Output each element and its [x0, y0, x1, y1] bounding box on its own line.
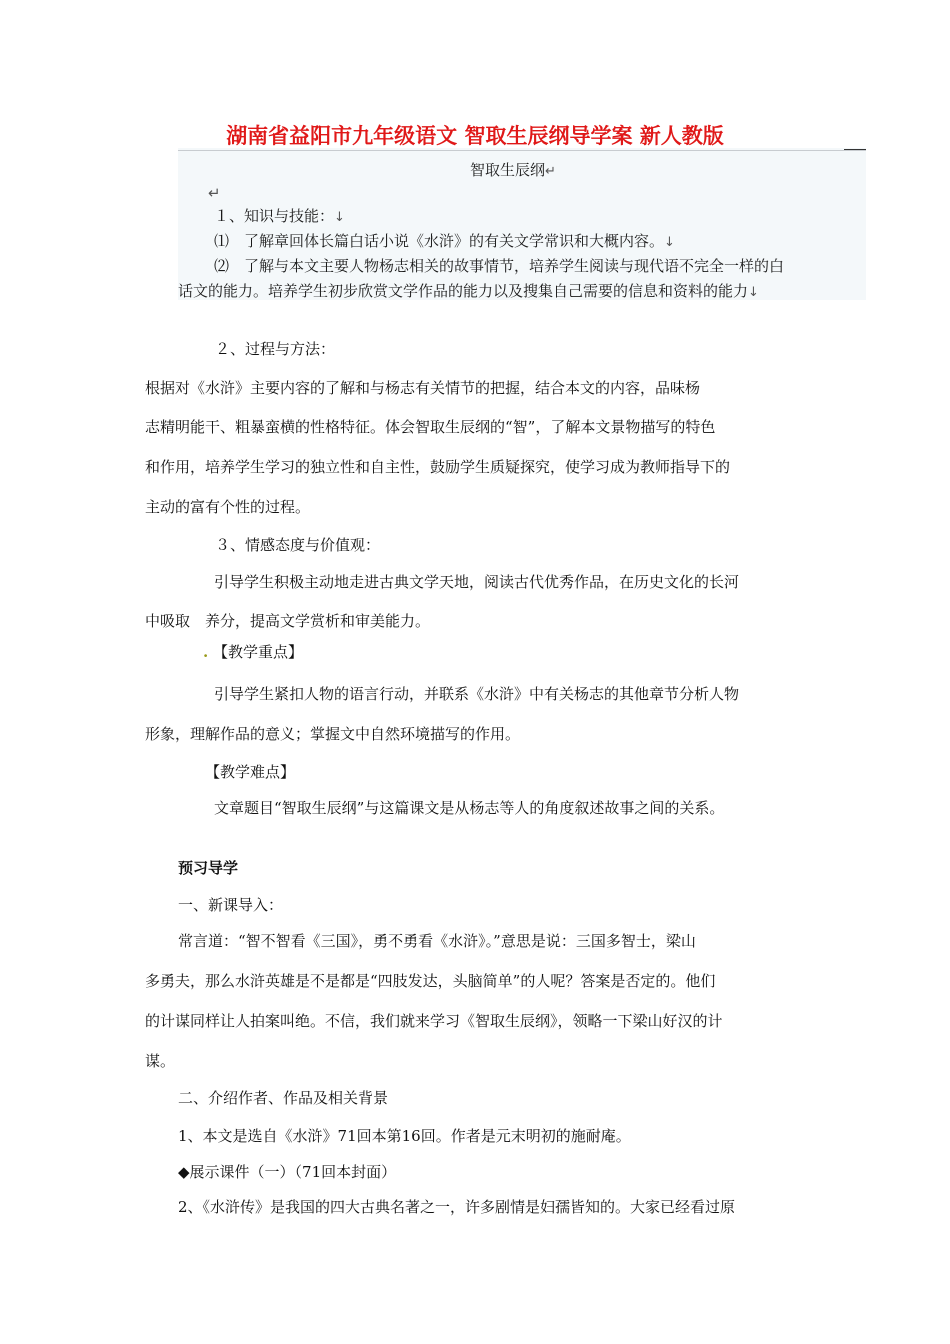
- subheading-author: 二、介绍作者、作品及相关背景: [178, 1089, 389, 1107]
- section-heading-focus-text: 【教学重点】: [213, 643, 304, 661]
- section-heading-difficulty: 【教学难点】: [205, 763, 296, 781]
- paragraph-line: 和作用，培养学生学习的独立性和自主性，鼓励学生质疑探究，使学习成为教师指导下的: [145, 458, 731, 476]
- scan-line-4-text: 话文的能力。培养学生初步欣赏文学作品的能力以及搜集自己需要的信息和资料的能力: [178, 282, 749, 300]
- paragraph-line: 文章题目“智取生辰纲”与这篇课文是从杨志等人的角度叙述故事之间的关系。: [214, 799, 725, 817]
- scan-line-1-text: １、知识与技能：: [214, 207, 335, 225]
- scan-corner-rule: [844, 149, 866, 150]
- paragraph-line: 谋。: [145, 1052, 176, 1070]
- scan-line-2: [214, 230, 675, 251]
- scan-subtitle: [470, 159, 556, 180]
- paragraph-line: 常言道：“智不智看《三国》，勇不勇看《水浒》。”意思是说：三国多智士，梁山: [178, 932, 696, 950]
- down-mark: ↓: [664, 235, 675, 250]
- paragraph-line: 志精明能干、粗暴蛮横的性格特征。体会智取生辰纲的“智”，了解本文景物描写的特色: [145, 418, 716, 436]
- scan-top-rule: [178, 150, 866, 151]
- return-mark: ↵: [545, 164, 556, 179]
- paragraph-line: 多勇夫，那么水浒英雄是不是都是“四肢发达，头脑简单”的人呢？答案是否定的。他们: [145, 972, 716, 990]
- scan-line-3: ⑵ 了解与本文主要人物杨志相关的故事情节，培养学生阅读与现代语不完全一样的白: [214, 257, 785, 275]
- bullet-dot: .: [203, 643, 209, 661]
- paragraph-line: 引导学生积极主动地走进古典文学天地，阅读古代优秀作品，在历史文化的长河: [214, 573, 740, 591]
- page-title: 湖南省益阳市九年级语文 智取生辰纲导学案 新人教版: [226, 124, 724, 148]
- scan-line-1: [214, 205, 345, 226]
- paragraph-line: 1、本文是选自《水浒》71回本第16回。作者是元末明初的施耐庵。: [178, 1127, 631, 1145]
- paragraph-line: 2、《水浒传》是我国的四大古典名著之一，许多剧情是妇孺皆知的。大家已经看过原: [178, 1198, 736, 1216]
- paragraph-line: 中吸取 养分，提高文学赏析和审美能力。: [145, 612, 431, 630]
- paragraph-line: 根据对《水浒》主要内容的了解和与杨志有关情节的把握，结合本文的内容，品味杨: [145, 379, 701, 397]
- scan-line-4: [178, 280, 759, 301]
- courseware-note: ◆展示课件（一）（71回本封面）: [178, 1163, 397, 1181]
- paragraph-line: 引导学生紧扣人物的语言行动，并联系《水浒》中有关杨志的其他章节分析人物: [214, 685, 740, 703]
- section-heading-attitude: ３、情感态度与价值观：: [215, 536, 381, 554]
- section-heading-preview: 预习导学: [178, 859, 239, 877]
- section-heading-focus: [203, 641, 303, 662]
- paragraph-line: 形象，理解作品的意义；掌握文中自然环境描写的作用。: [145, 725, 521, 743]
- down-mark: ↓: [748, 285, 759, 300]
- scan-subtitle-text: 智取生辰纲: [470, 161, 546, 179]
- scanned-excerpt: [178, 148, 866, 300]
- down-mark: ↓: [334, 210, 345, 225]
- paragraph-line: 的计谋同样让人拍案叫绝。不信，我们就来学习《智取生辰纲》，领略一下梁山好汉的计: [145, 1012, 723, 1030]
- subheading-intro: 一、新课导入：: [178, 896, 284, 914]
- paragraph-line: 主动的富有个性的过程。: [145, 498, 311, 516]
- scan-line-2-text: ⑴ 了解章回体长篇白话小说《水浒》的有关文学常识和大概内容。: [214, 232, 665, 250]
- scan-empty-line-mark: ↵: [208, 184, 221, 202]
- section-heading-process: ２、过程与方法：: [215, 340, 336, 358]
